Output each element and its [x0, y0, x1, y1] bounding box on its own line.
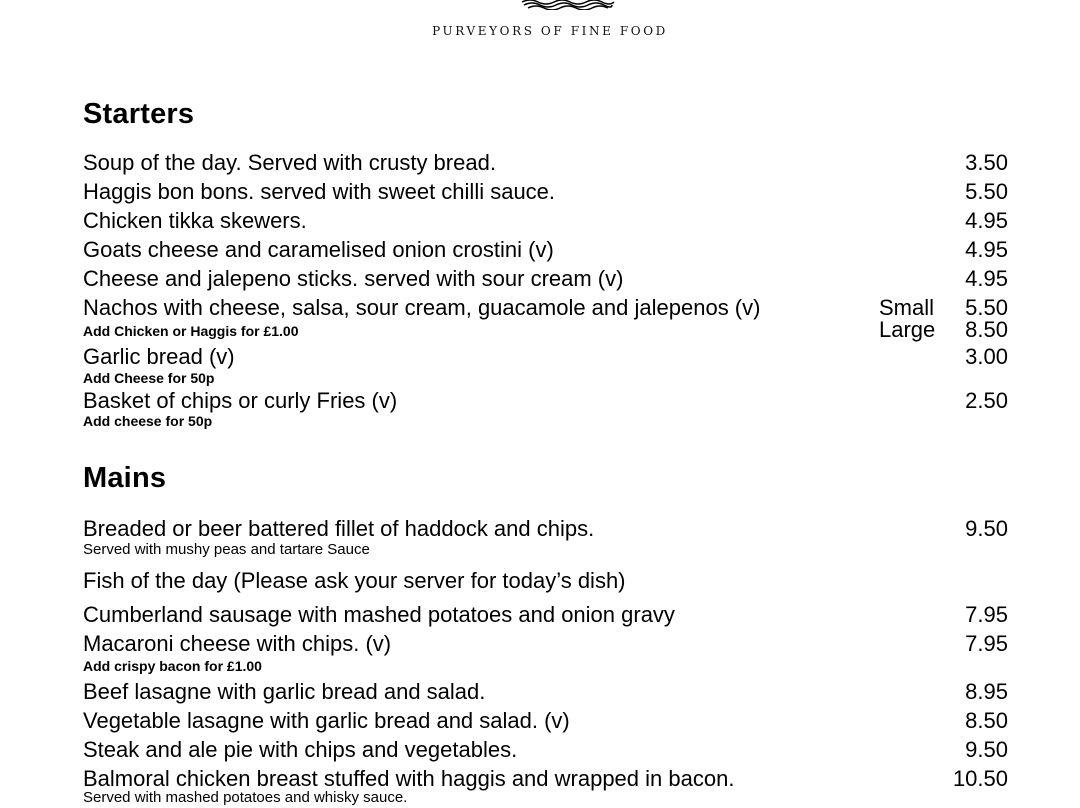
item-price: 3.50 [965, 150, 1008, 175]
item-name: Haggis bon bons. served with sweet chilli sauce. [83, 179, 556, 204]
item-name: Chicken tikka skewers. [83, 208, 307, 233]
size-label-small: Small [879, 295, 935, 320]
item-price: 2.50 [965, 388, 1008, 413]
starters-title: Starters [83, 98, 195, 130]
item-price: 7.95 [965, 602, 1008, 627]
item-name: Beef lasagne with garlic bread and salad. [83, 679, 486, 704]
tagline: PURVEYORS OF FINE FOOD [432, 24, 668, 38]
item-name: Goats cheese and caramelised onion crostini (v) [83, 237, 554, 262]
item-price-small: 5.50 [965, 295, 1008, 320]
size-label-large: Large [879, 317, 936, 342]
item-price: 3.00 [965, 344, 1008, 369]
item-price: 9.50 [965, 516, 1008, 541]
item-note: Served with mashed potatoes and whisky sauce. [83, 789, 408, 806]
item-name: Macaroni cheese with chips. (v) [83, 631, 392, 656]
item-price-large: 8.50 [965, 317, 1008, 342]
logo-waves-icon [520, 0, 616, 10]
item-price: 7.95 [965, 631, 1008, 656]
item-name: Garlic bread (v) [83, 344, 235, 369]
item-name: Soup of the day. Served with crusty bread. [83, 150, 496, 175]
item-note: Add Cheese for 50p [83, 370, 215, 386]
item-name: Breaded or beer battered fillet of haddock and chips. [83, 516, 595, 541]
item-name: Cumberland sausage with mashed potatoes and onion gravy [83, 602, 675, 627]
item-price: 4.95 [965, 266, 1008, 291]
item-price: 10.50 [952, 766, 1008, 791]
item-price: 8.50 [965, 708, 1008, 733]
item-note: Add crispy bacon for £1.00 [83, 658, 262, 674]
item-name: Fish of the day (Please ask your server for today’s dish) [83, 568, 626, 593]
item-name: Balmoral chicken breast stuffed with haggis and wrapped in bacon. [83, 766, 735, 791]
mains-title: Mains [83, 462, 167, 494]
item-name: Cheese and jalepeno sticks. served with sour cream (v) [83, 266, 624, 291]
item-name: Nachos with cheese, salsa, sour cream, guacamole and jalepenos (v) [83, 295, 761, 320]
item-note: Add Chicken or Haggis for £1.00 [83, 323, 299, 339]
item-name: Steak and ale pie with chips and vegetables. [83, 737, 518, 762]
item-price: 9.50 [965, 737, 1008, 762]
item-price: 4.95 [965, 208, 1008, 233]
item-note: Served with mushy peas and tartare Sauce [83, 541, 370, 558]
item-name: Vegetable lasagne with garlic bread and salad. (v) [83, 708, 570, 733]
item-price: 4.95 [965, 237, 1008, 262]
item-name: Basket of chips or curly Fries (v) [83, 388, 398, 413]
item-price: 5.50 [965, 179, 1008, 204]
item-note: Add cheese for 50p [83, 413, 213, 429]
item-price: 8.95 [965, 679, 1008, 704]
